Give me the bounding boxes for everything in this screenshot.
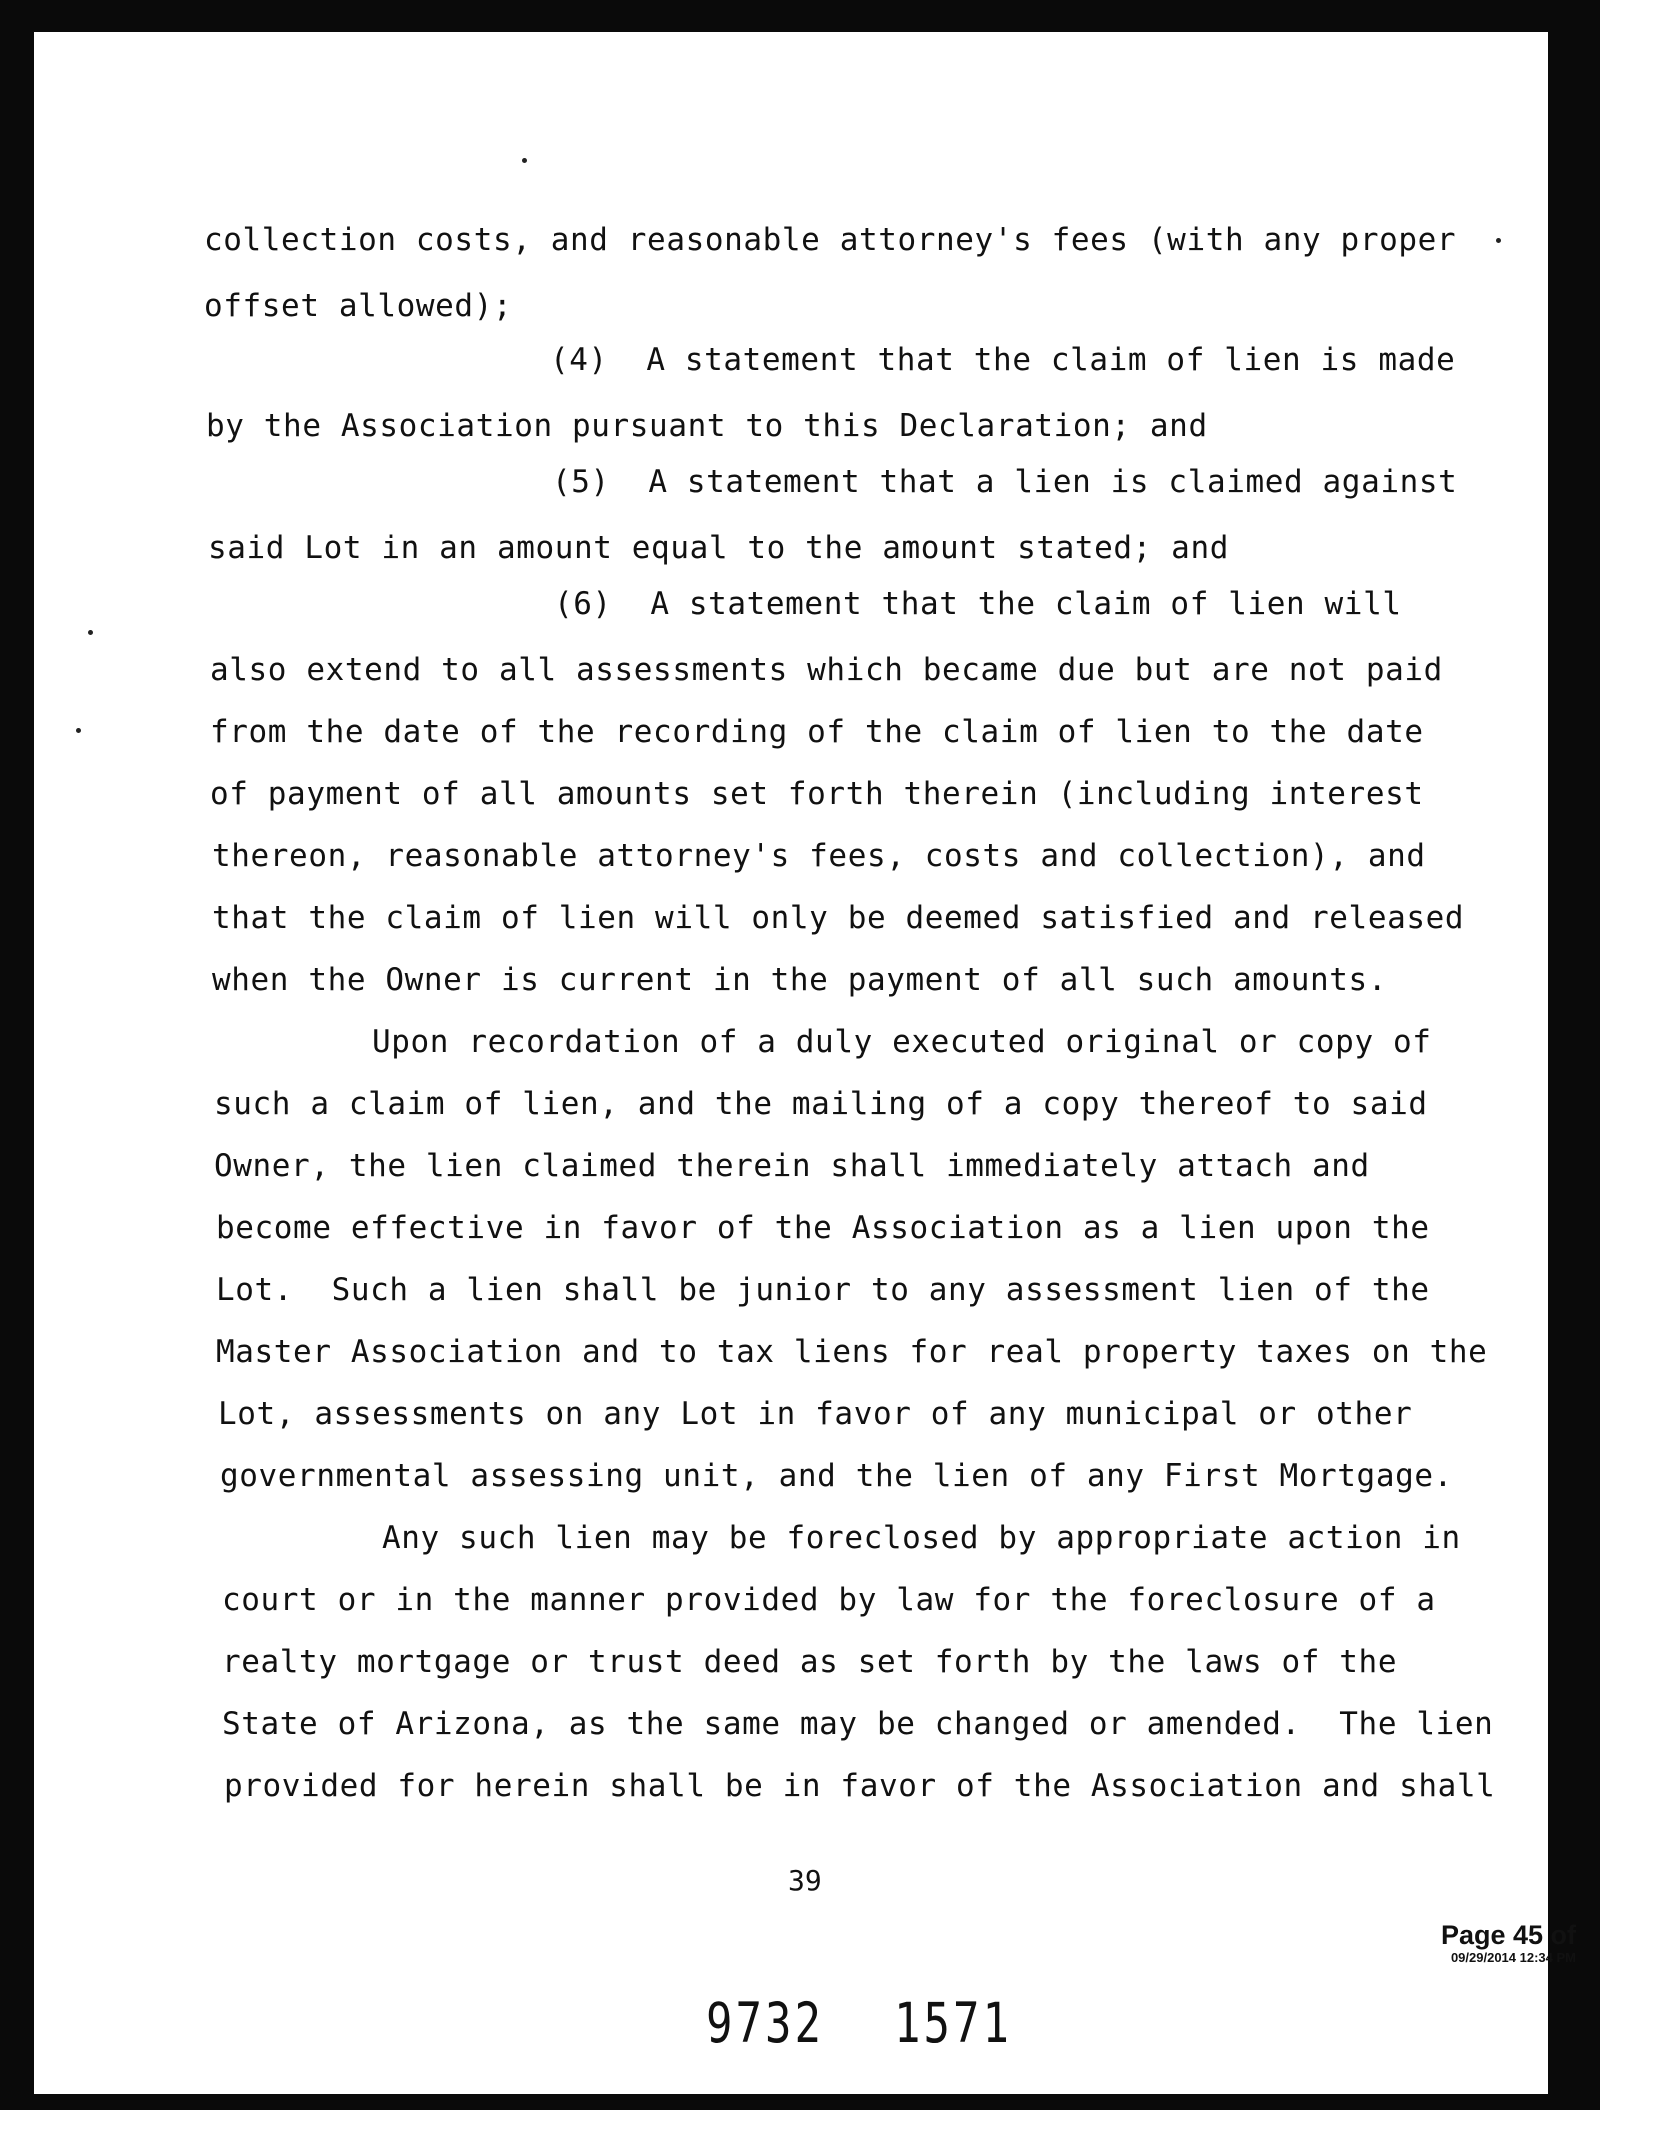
- text-line: when the Owner is current in the payment of all such amounts.: [212, 962, 1388, 998]
- scan-speck: [88, 630, 93, 635]
- text-line: of payment of all amounts set forth therein (including interest: [210, 776, 1424, 812]
- scan-speck: [76, 728, 81, 733]
- scan-speck: [522, 158, 527, 163]
- text-line: also extend to all assessments which became due but are not paid: [210, 652, 1443, 688]
- scan-border-bottom: [0, 2094, 1600, 2110]
- recording-page: 1571: [893, 1992, 1012, 2056]
- text-line: that the claim of lien will only be deemed satisfied and released: [212, 900, 1465, 936]
- recording-book: 9732: [706, 1992, 824, 2056]
- text-line: realty mortgage or trust deed as set forth by the laws of the: [222, 1644, 1398, 1680]
- scan-border-top: [0, 0, 1600, 32]
- text-line: collection costs, and reasonable attorney's fees (with any proper: [204, 222, 1457, 258]
- text-line: Owner, the lien claimed therein shall immediately attach and: [214, 1148, 1370, 1184]
- text-line: from the date of the recording of the claim of lien to the date: [210, 714, 1424, 750]
- text-line: court or in the manner provided by law for the foreclosure of a: [222, 1582, 1436, 1618]
- scan-speck: [1496, 238, 1501, 243]
- text-line: (5) A statement that a lien is claimed against: [552, 464, 1458, 500]
- text-line: Any such lien may be foreclosed by appropriate action in: [382, 1520, 1461, 1556]
- text-line: Lot. Such a lien shall be junior to any assessment lien of the: [216, 1272, 1430, 1308]
- stamp-datetime: 09/29/2014 12:34 PM: [1450, 1950, 1576, 1965]
- page-number: 39: [788, 1864, 822, 1897]
- scan-border-left: [0, 0, 34, 2110]
- text-line: provided for herein shall be in favor of the Association and shall: [224, 1768, 1496, 1804]
- text-line: Upon recordation of a duly executed original or copy of: [372, 1024, 1432, 1060]
- text-line: State of Arizona, as the same may be changed or amended. The lien: [222, 1706, 1494, 1742]
- text-line: become effective in favor of the Association as a lien upon the: [216, 1210, 1430, 1246]
- scan-border-right: [1548, 0, 1600, 2110]
- recording-number: [706, 1992, 1082, 2056]
- text-line: Master Association and to tax liens for real property taxes on the: [216, 1334, 1488, 1370]
- text-line: by the Association pursuant to this Declaration; and: [206, 408, 1208, 444]
- text-line: thereon, reasonable attorney's fees, costs and collection), and: [212, 838, 1426, 874]
- text-line: Lot, assessments on any Lot in favor of any municipal or other: [218, 1396, 1413, 1432]
- text-line: governmental assessing unit, and the lien of any First Mortgage.: [220, 1458, 1453, 1494]
- text-line: such a claim of lien, and the mailing of a copy thereof to said: [214, 1086, 1428, 1122]
- text-line: (4) A statement that the claim of lien is made: [550, 342, 1456, 378]
- text-line: said Lot in an amount equal to the amount stated; and: [208, 530, 1229, 566]
- text-line: offset allowed);: [204, 288, 513, 324]
- text-line: (6) A statement that the claim of lien will: [554, 586, 1402, 622]
- stamp-page-label: Page 45 of: [1440, 1920, 1576, 1950]
- page-stamp: [1441, 1920, 1576, 1966]
